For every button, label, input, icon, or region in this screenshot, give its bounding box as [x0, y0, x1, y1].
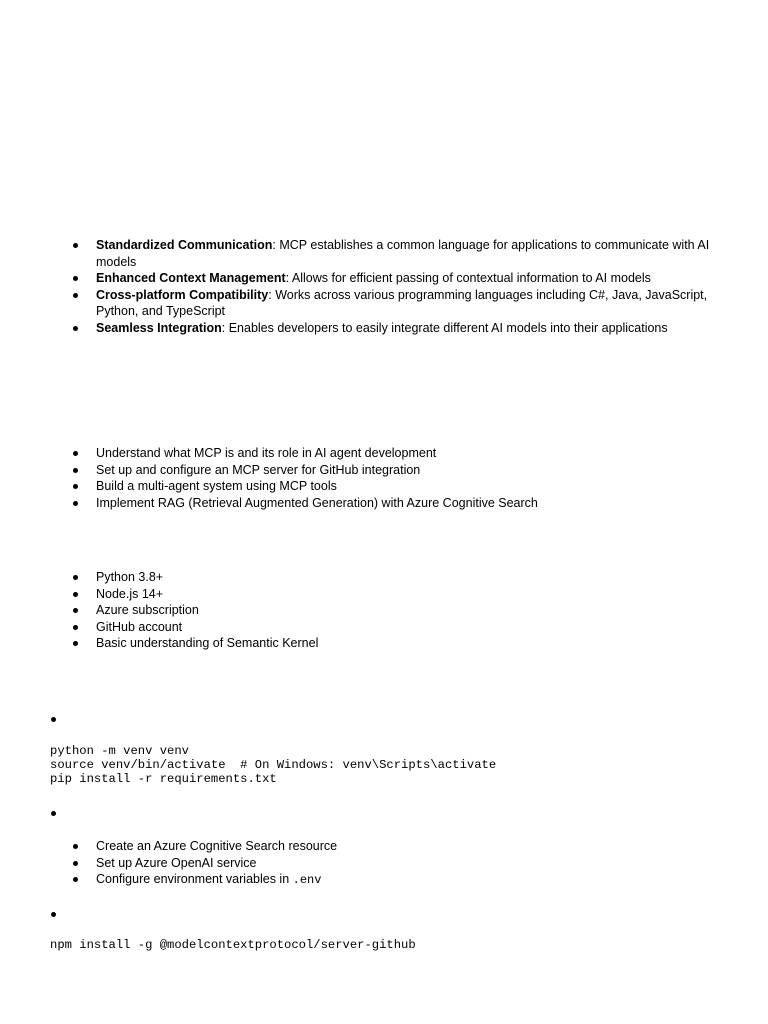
list-item: Node.js 14+ [0, 586, 768, 603]
list-item: Build a multi-agent system using MCP tools [0, 478, 768, 495]
azure-steps-list [0, 838, 768, 889]
benefit-text: Works across various programming languages including C#, Java, JavaScript, Python, and TypeScript [96, 287, 708, 318]
setup-step-bullet [51, 811, 56, 816]
list-item [0, 237, 768, 270]
list-item: Set up and configure an MCP server for GitHub integration [0, 462, 768, 479]
list-item [0, 855, 768, 872]
step-text: Set up Azure OpenAI service [96, 855, 257, 870]
prerequisites-list [0, 569, 768, 652]
benefit-text: Allows for efficient passing of contextual information to AI models [289, 271, 651, 285]
list-item [0, 320, 768, 337]
benefit-text: MCP establishes a common language for applications to communicate with AI models [96, 238, 710, 269]
list-item: Python 3.8+ [0, 569, 768, 586]
setup-step-bullet [51, 717, 56, 722]
list-item [0, 871, 768, 889]
list-item: Basic understanding of Semantic Kernel [0, 635, 768, 652]
benefit-text: Enables developers to easily integrate different AI models into their applications [225, 320, 668, 335]
list-item: Understand what MCP is and its role in AI agent development [0, 445, 768, 462]
benefits-list [0, 237, 768, 336]
list-item: Implement RAG (Retrieval Augmented Generation) with Azure Cognitive Search [0, 495, 768, 512]
benefit-term: Enhanced Context Management [96, 271, 286, 285]
benefit-term: Cross-platform Compatibility [96, 287, 269, 302]
step-text: Create an Azure Cognitive Search resource [96, 839, 338, 853]
venv-code-block: python -m venv venv source venv/bin/activate # On Windows: venv\Scripts\activate pip install -r requirements.txt [50, 744, 497, 786]
list-item: Azure subscription [0, 602, 768, 619]
list-item [0, 287, 768, 320]
objectives-list [0, 445, 768, 511]
benefit-separator: : [272, 238, 276, 252]
benefit-term: Seamless Integration [96, 320, 222, 335]
benefit-separator: : [285, 271, 290, 285]
benefit-term: Standardized Communication [96, 238, 273, 252]
npm-code-block: npm install -g @modelcontextprotocol/server-github [50, 938, 416, 952]
step-text: Configure environment variables in [96, 872, 293, 886]
list-item [0, 270, 768, 287]
benefit-separator: : [268, 287, 272, 302]
benefit-separator: : [221, 320, 226, 335]
list-item [0, 838, 768, 855]
list-item: GitHub account [0, 619, 768, 636]
setup-step-bullet [51, 912, 56, 917]
env-file-code: .env [292, 873, 322, 887]
